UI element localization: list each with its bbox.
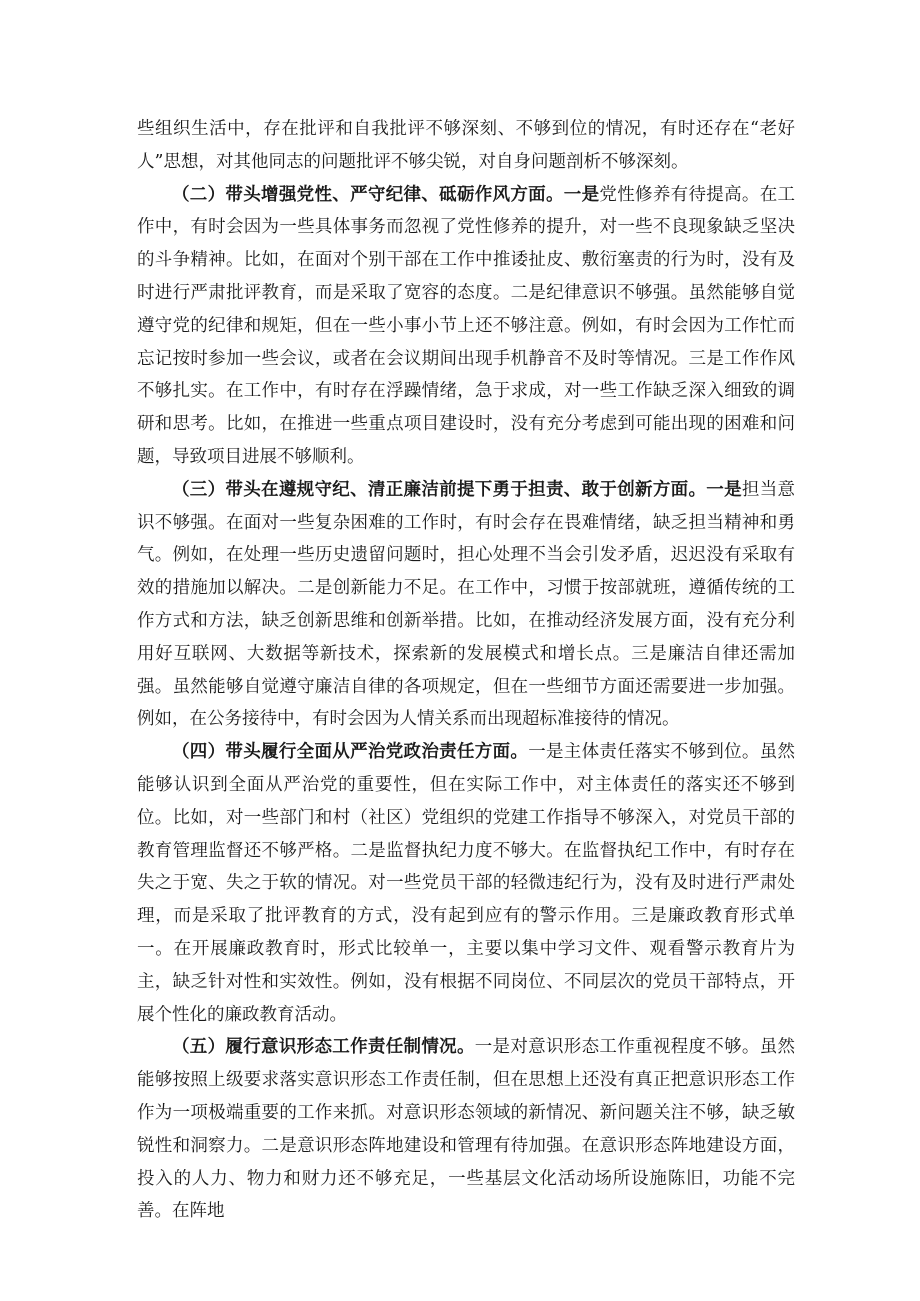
section-heading: （二）带头增强党性、严守纪律、砥砺作风方面。一是 bbox=[172, 184, 600, 205]
document-body bbox=[137, 113, 795, 1228]
paragraph-section-3 bbox=[137, 474, 795, 736]
section-heading: （三）带头在遵规守纪、清正廉洁前提下勇于担责、敢于创新方面。一是 bbox=[172, 479, 742, 500]
paragraph-text: 一是主体责任落实不够到位。虽然能够认识到全面从严治党的重要性，但在实际工作中，对主体责任的落实还不够到位。比如，对一些部门和村（社区）党组织的党建工作指导不够深入，对党员干部的教育管理监督还不够严格。二是监督执纪力度不够大。在监督执纪工作中，有时存在失之于宽、失之于软的情况。对一些党员干部的轻微违纪行为，没有及时进行严肃处理，而是采取了批评教育的方式，没有起到应有的警示作用。三是廉政教育形式单一。在开展廉政教育时，形式比较单一，主要以集中学习文件、观看警示教育片为主，缺乏针对性和实效性。例如，没有根据不同岗位、不同层次的党员干部特点，开展个性化的廉政教育活动。 bbox=[137, 742, 796, 1025]
paragraph-text: 党性修养有待提高。在工作中，有时会因为一些具体事务而忽视了党性修养的提升，对一些不良现象缺乏坚决的斗争精神。比如，在面对个别干部在工作中推诿扯皮、敷衍塞责的行为时，没有及时进行严肃批评教育，而是采取了宽容的态度。二是纪律意识不够强。虽然能够自觉遵守党的纪律和规矩，但在一些小事小节上还不够注意。例如，有时会因为工作忙而忘记按时参加一些会议，或者在会议期间出现手机静音不及时等情况。三是工作作风不够扎实。在工作中，有时存在浮躁情绪，急于求成，对一些工作缺乏深入细致的调研和思考。比如，在推进一些重点项目建设时，没有充分考虑到可能出现的困难和问题，导致项目进展不够顺利。 bbox=[137, 184, 796, 467]
paragraph-text: 担当意识不够强。在面对一些复杂困难的工作时，有时会存在畏难情绪，缺乏担当精神和勇气。例如，在处理一些历史遗留问题时，担心处理不当会引发矛盾，迟迟没有采取有效的措施加以解决。二是创新能力不足。在工作中，习惯于按部就班，遵循传统的工作方式和方法，缺乏创新思维和创新举措。比如，在推动经济发展方面，没有充分利用好互联网、大数据等新技术，探索新的发展模式和增长点。三是廉洁自律还需加强。虽然能够自觉遵守廉洁自律的各项规定，但在一些细节方面还需要进一步加强。例如，在公务接待中，有时会因为人情关系而出现超标准接待的情况。 bbox=[137, 479, 796, 730]
section-heading: （四）带头履行全面从严治党政治责任方面。 bbox=[172, 742, 529, 763]
paragraph-text: 一是对意识形态工作重视程度不够。虽然能够按照上级要求落实意识形态工作责任制，但在思想上还没有真正把意识形态工作作为一项极端重要的工作来抓。对意识形态领域的新情况、新问题关注不够，缺乏敏锐性和洞察力。二是意识形态阵地建设和管理有待加强。在意识形态阵地建设方面，投入的人力、物力和财力还不够充足，一些基层文化活动场所设施陈旧，功能不完善。在阵地 bbox=[137, 1037, 795, 1222]
section-heading: （五）履行意识形态工作责任制情况。 bbox=[172, 1037, 475, 1058]
paragraph-section-4 bbox=[137, 736, 795, 1031]
paragraph-section-5 bbox=[137, 1031, 795, 1228]
paragraph-continuation bbox=[137, 113, 795, 179]
paragraph-section-2 bbox=[137, 179, 795, 474]
paragraph-text: 些组织生活中，存在批评和自我批评不够深刻、不够到位的情况，有时还存在“老好人”思想，对其他同志的问题批评不够尖锐，对自身问题剖析不够深刻。 bbox=[137, 119, 795, 172]
